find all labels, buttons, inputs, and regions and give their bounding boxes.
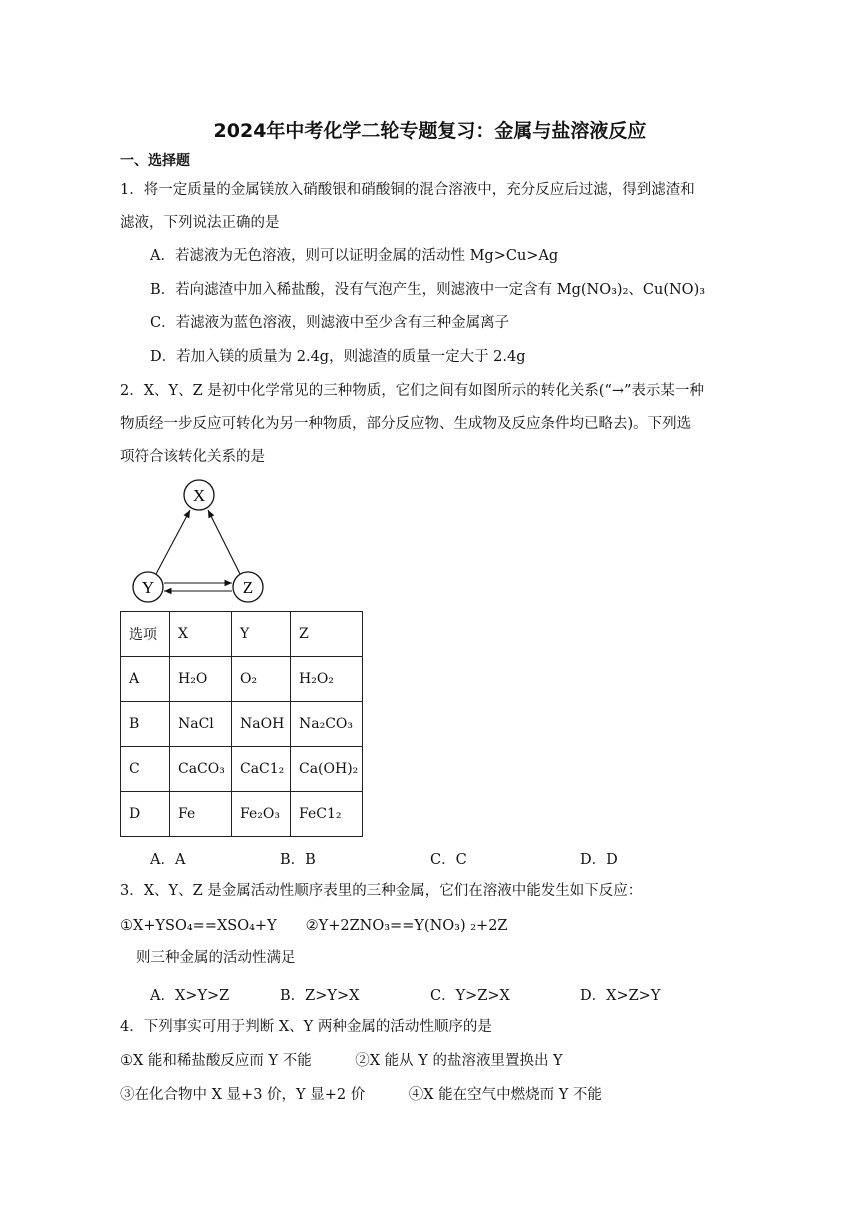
table-cell: Fe₂O₃ xyxy=(232,792,291,837)
q2-choice-c: C．C xyxy=(430,852,467,868)
table-cell: 选项 xyxy=(121,612,170,657)
section-heading: 一、选择题 xyxy=(120,153,190,169)
table-cell: H₂O xyxy=(170,657,232,702)
q2-stem-line-1: 2．X、Y、Z 是初中化学常见的三种物质，它们之间有如图所示的转化关系(“→”表示某一种 xyxy=(120,383,704,399)
q2-choice-b: B．B xyxy=(280,852,316,868)
table-cell: CaC1₂ xyxy=(232,747,291,792)
q1-stem-line-1: 1．将一定质量的金属镁放入硝酸银和硝酸铜的混合溶液中，充分反应后过滤，得到滤渣和 xyxy=(120,182,695,198)
q1-stem-line-2: 滤液，下列说法正确的是 xyxy=(120,215,280,231)
table-cell: NaCl xyxy=(170,702,232,747)
table-cell: C xyxy=(121,747,170,792)
arrow-y-to-x xyxy=(156,510,190,574)
table-cell: CaCO₃ xyxy=(170,747,232,792)
q2-choice-d: D．D xyxy=(580,852,618,868)
options-table xyxy=(120,611,363,837)
table-row xyxy=(121,747,363,792)
q3-stem-line-3: 则三种金属的活动性满足 xyxy=(136,950,296,966)
table-cell: Na₂CO₃ xyxy=(291,702,363,747)
node-z-label: Z xyxy=(242,578,254,597)
table-row xyxy=(121,657,363,702)
table-cell: NaOH xyxy=(232,702,291,747)
q3-reactions: ①X+YSO₄==XSO₄+Y ②Y+2ZNO₃==Y(NO₃) ₂+2Z xyxy=(120,918,508,934)
table-cell: X xyxy=(170,612,232,657)
table-cell: Z xyxy=(291,612,363,657)
table-row xyxy=(121,702,363,747)
q3-choice-b: B．Z>Y>X xyxy=(280,988,360,1004)
conversion-diagram xyxy=(126,474,276,610)
table-cell: O₂ xyxy=(232,657,291,702)
q1-option-b: B．若向滤渣中加入稀盐酸，没有气泡产生，则滤液中一定含有 Mg(NO₃)₂、Cu(NO)₃ xyxy=(150,282,706,298)
table-cell: H₂O₂ xyxy=(291,657,363,702)
arrow-z-to-x xyxy=(208,510,240,574)
q2-stem-line-2: 物质经一步反应可转化为另一种物质，部分反应物、生成物及反应条件均已略去)。下列选 xyxy=(120,416,692,432)
table-header-row xyxy=(121,612,363,657)
page-title: 2024年中考化学二轮专题复习：金属与盐溶液反应 xyxy=(213,120,647,142)
q3-choice-a: A．X>Y>Z xyxy=(150,988,230,1004)
q4-statements-1-2: ①X 能和稀盐酸反应而 Y 不能 ②X 能从 Y 的盐溶液里置换出 Y xyxy=(120,1053,563,1069)
q2-stem-line-3: 项符合该转化关系的是 xyxy=(120,449,265,465)
q1-option-c: C．若滤液为蓝色溶液，则滤液中至少含有三种金属离子 xyxy=(150,315,510,331)
q3-stem-line-1: 3．X、Y、Z 是金属活动性顺序表里的三种金属，它们在溶液中能发生如下反应： xyxy=(120,883,643,899)
q1-option-a: A．若滤液为无色溶液，则可以证明金属的活动性 Mg>Cu>Ag xyxy=(150,248,559,264)
table-cell: A xyxy=(121,657,170,702)
table-cell: D xyxy=(121,792,170,837)
table-cell: FeC1₂ xyxy=(291,792,363,837)
table-cell: Ca(OH)₂ xyxy=(291,747,363,792)
q1-option-d: D．若加入镁的质量为 2.4g，则滤渣的质量一定大于 2.4g xyxy=(150,349,526,365)
table-cell: Y xyxy=(232,612,291,657)
q3-choice-d: D．X>Z>Y xyxy=(580,988,661,1004)
node-y-label: Y xyxy=(141,578,155,597)
q4-statements-3-4: ③在化合物中 X 显+3 价，Y 显+2 价 ④X 能在空气中燃烧而 Y 不能 xyxy=(120,1087,602,1103)
table-cell: Fe xyxy=(170,792,232,837)
q2-choice-a: A．A xyxy=(150,852,186,868)
node-x-label: X xyxy=(192,486,206,505)
q3-choice-c: C．Y>Z>X xyxy=(430,988,510,1004)
table-cell: B xyxy=(121,702,170,747)
q4-stem-line-1: 4．下列事实可用于判断 X、Y 两种金属的活动性顺序的是 xyxy=(120,1019,492,1035)
table-row xyxy=(121,792,363,837)
